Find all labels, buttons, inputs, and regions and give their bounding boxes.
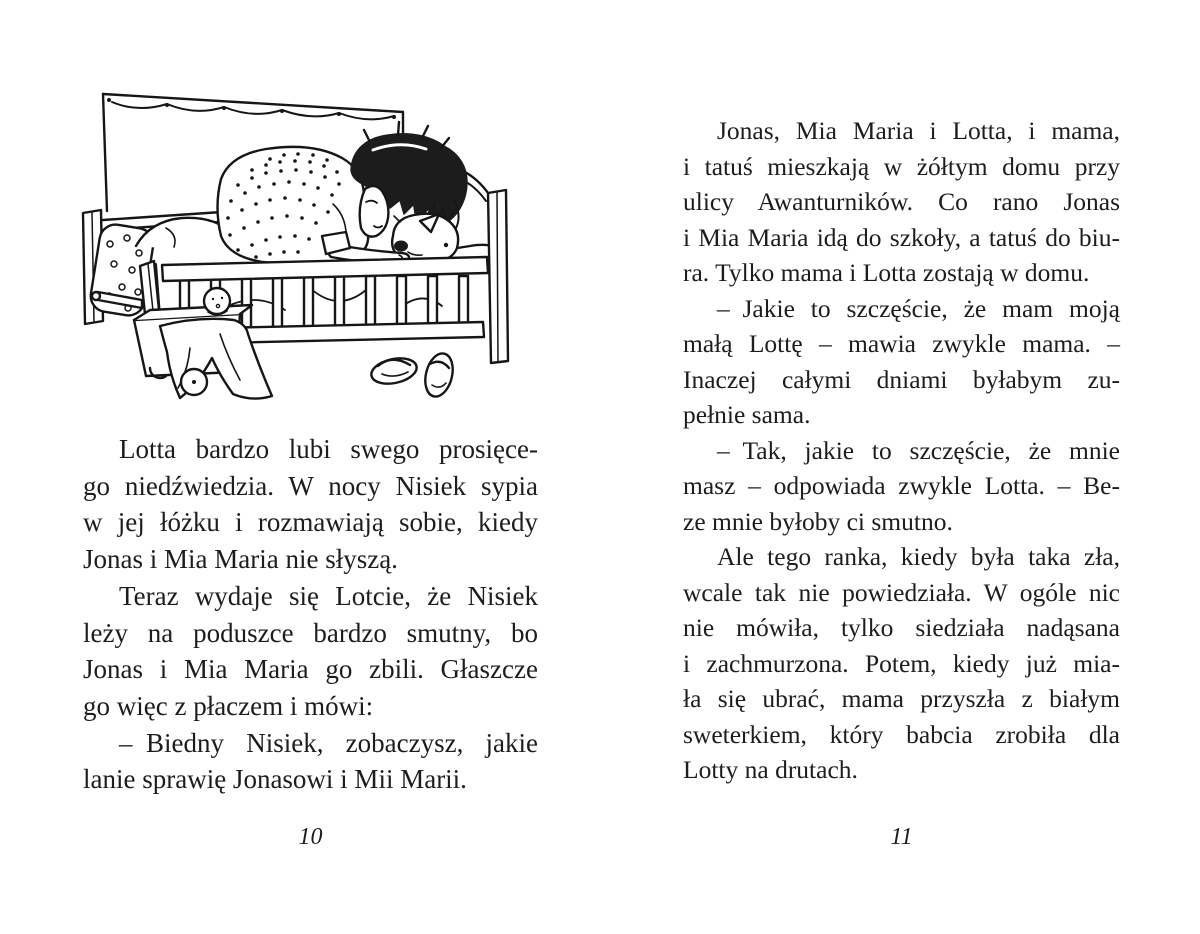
text-line: – Tak, jakie to szczęście, że mnie bbox=[717, 435, 1120, 465]
text-line: ulicy Awanturników. Co rano Jonas bbox=[683, 187, 1120, 216]
text-line: Lotta bardzo lubi swego prosięce- bbox=[119, 434, 538, 464]
text-line: wcale tak nie powiedziała. W ogóle nic bbox=[683, 577, 1120, 607]
page-number-right: 11 bbox=[890, 824, 913, 850]
crib-illustration-svg bbox=[70, 58, 530, 420]
text-line: Jonas i Mia Maria go zbili. Głaszcze bbox=[83, 654, 538, 685]
text-line: – Jakie to szczęście, że mam moją bbox=[717, 293, 1120, 323]
left-page-text bbox=[83, 431, 538, 798]
text-line: Inaczej całymi dniami byłabym zu- bbox=[683, 364, 1120, 394]
text-line: Ale tego ranka, kiedy była taka zła, bbox=[717, 542, 1120, 571]
text-line: go niedźwiedzia. W nocy Nisiek sypia bbox=[83, 470, 538, 501]
page-number-left: 10 bbox=[298, 824, 323, 850]
text-line: – Biedny Nisiek, zobaczysz, jakie bbox=[119, 727, 538, 758]
text-line: nie mówiła, tylko siedziała nadąsana bbox=[683, 613, 1120, 642]
mattress-folds bbox=[220, 288, 442, 310]
right-page-text bbox=[683, 113, 1120, 788]
child-face bbox=[360, 186, 389, 237]
text-line: pełnie sama. bbox=[683, 400, 811, 429]
text-line: masz – odpowiada zwykle Lotta. – Be- bbox=[683, 471, 1120, 500]
text-line: ła się ubrać, mama przyszła z białym bbox=[683, 684, 1120, 713]
text-line: Teraz wydaje się Lotcie, że Nisiek bbox=[119, 580, 538, 611]
text-line: Lotty na drutach. bbox=[683, 755, 858, 784]
text-line: lanie sprawię Jonasowi i Mii Marii. bbox=[83, 764, 467, 795]
text-line: ze mnie byłoby ci smutno. bbox=[683, 506, 953, 536]
text-line: małą Lottę – mawia zwykle mama. – bbox=[683, 329, 1120, 358]
text-line: ra. Tylko mama i Lotta zostają w domu. bbox=[683, 258, 1090, 287]
text-line: w jej łóżku i rozmawiają sobie, kiedy bbox=[83, 507, 538, 538]
crib-illustration bbox=[70, 58, 530, 420]
text-line: i tatuś mieszkają w żółtym domu przy bbox=[683, 151, 1120, 181]
text-line: Jonas i Mia Maria nie słyszą. bbox=[83, 544, 398, 575]
text-line: i Mia Maria idą do szkoły, a tatuś do biu- bbox=[683, 222, 1120, 252]
text-line: leży na poduszce bardzo smutny, bo bbox=[83, 617, 538, 648]
text-line: go więc z płaczem i mówi: bbox=[83, 690, 374, 721]
doll-head bbox=[204, 288, 230, 314]
text-line: Jonas, Mia Maria i Lotta, i mama, bbox=[717, 116, 1120, 145]
slippers bbox=[369, 351, 457, 400]
text-line: i zachmurzona. Potem, kiedy już mia- bbox=[683, 648, 1120, 678]
text-line: sweterkiem, który babcia zrobiła dla bbox=[683, 719, 1120, 749]
